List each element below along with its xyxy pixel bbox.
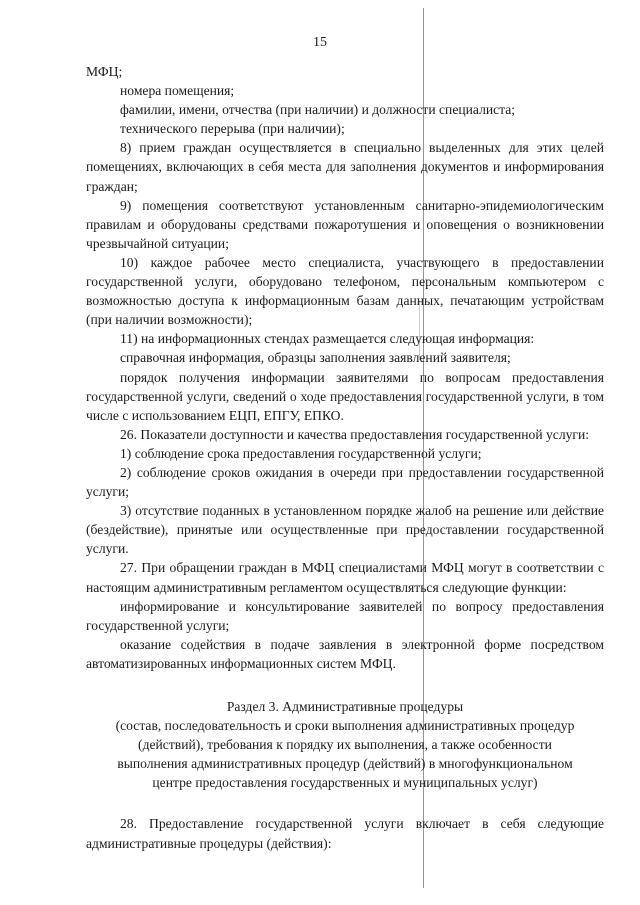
text-line: фамилии, имени, отчества (при наличии) и должности специалиста; [120,102,516,118]
paragraph: порядок получения информации заявителями по вопросам предоставления государственной услуги, сведений о ходе предоставления государственной услуги, в том числе с использованием ЕЦП, ЕПГУ, ЕПКО. [86,369,604,423]
paragraph: 26. Показатели доступности и качества предоставления государственной услуги: [120,426,590,442]
text-line: МФЦ; [86,64,123,79]
paragraph: 9) помещения соответствуют установленным санитарно-эпидемиологическим правилам и оборудованы средствами пожаротушения и оповещения о возникновении чрезвычайной ситуации; [86,197,604,251]
page-number: 15 [313,35,327,50]
paragraph: оказание содействия в подаче заявления в электронной форме посредством автоматизированных информационных систем МФЦ. [86,636,604,671]
section-title: Раздел 3. Административные процедуры [226,699,464,714]
paragraph: 11) на информационных стендах размещается следующая информация: [120,331,535,347]
paragraph: 1) соблюдение срока предоставления государственной услуги; [120,445,482,461]
section-subtitle-line: выполнения административных процедур (действий) в многофункциональном [117,756,573,772]
paragraph: 8) прием граждан осуществляется в специально выделенных для этих целей помещениях, включающих в себя места для заполнения документов и информирования граждан; [86,140,604,194]
paragraph: 3) отсутствие поданных в установленном порядке жалоб на решение или действие (бездействие), принятые или осуществленные при предоставлении государственной услуги. [86,503,604,557]
section-subtitle-line: (действий), требования к порядку их выполнения, а также особенности [138,737,552,753]
paragraph: информирование и консультирование заявителей по вопросу предоставления государственной услуги; [86,598,604,633]
spacer [86,792,604,814]
paragraph: 27. При обращении граждан в МФЦ специалистами МФЦ могут в соответствии с настоящим административным регламентом осуществляться следующие функции: [86,560,604,595]
section-subtitle-line: центре предоставления государственных и муниципальных услуг) [152,775,538,791]
paragraph: 10) каждое рабочее место специалиста, участвующего в предоставлении государственной услуги, оборудовано телефоном, персональным компьютером с возможностью доступа к информационным базам данных, печатающим устройствам (при наличии возможности); [86,254,604,328]
section-subtitle-line: (состав, последовательность и сроки выполнения административных процедур [115,718,575,734]
paragraph: 28. Предоставление государственной услуги включает в себя следующие административные процедуры (действия): [86,816,604,851]
text-line: номера помещения; [120,83,235,99]
text-line: технического перерыва (при наличии); [120,121,345,137]
paragraph: 2) соблюдение сроков ожидания в очереди при предоставлении государственной услуги; [86,464,604,500]
paragraph: справочная информация, образцы заполнения заявлений заявителя; [120,350,511,366]
document-body [86,62,604,853]
